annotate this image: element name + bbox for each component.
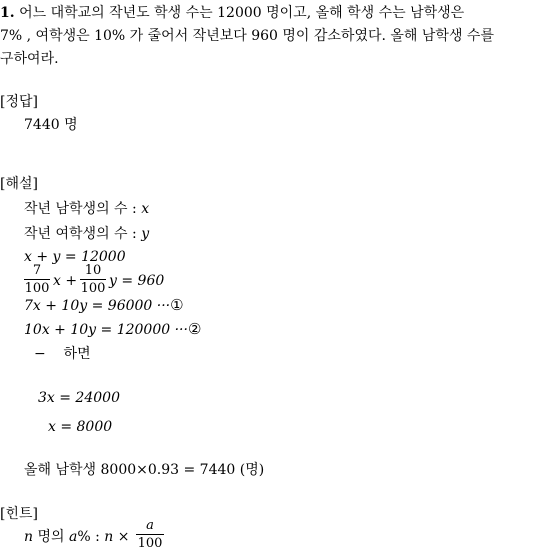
hint-times: × (113, 529, 130, 545)
def-x-var: x (141, 201, 150, 217)
subtract-line (34, 345, 91, 363)
problem-text-3: 구하여라. (0, 51, 59, 67)
frac-eq-var-x: x + (53, 273, 78, 289)
hint-n2: n (104, 529, 114, 545)
result-2: x = 8000 (48, 419, 113, 435)
equation-3 (24, 296, 184, 315)
hint-mid: 명의 (33, 529, 69, 545)
fraction-bar (24, 279, 50, 280)
solution-heading: [해설] (0, 176, 38, 192)
fraction-numerator: 10 (84, 263, 102, 278)
problem-text-2: 7% , 여학생은 10% 가 줄어서 작년보다 960 명이 감소하였다. 올해 남학생 수를 (0, 28, 494, 44)
frac-eq-rest: y = 960 (109, 273, 165, 289)
fraction-denominator: 100 (24, 281, 50, 296)
hint-heading: [힌트] (0, 506, 38, 522)
equation-4 (24, 320, 201, 339)
def-y-text: 작년 여학생의 수 : (24, 226, 142, 242)
result-1: 3x = 24000 (38, 390, 120, 406)
fraction-bar (136, 534, 164, 535)
equation-1: x + y = 12000 (24, 249, 126, 265)
problem-line-1 (0, 4, 464, 22)
problem-number: 1. (0, 5, 15, 21)
subtract-operator: − (34, 346, 46, 362)
equation-3-text: 7x + 10y = 96000 ··· (24, 298, 171, 314)
fraction-10-100 (80, 263, 106, 296)
def-x (24, 200, 149, 218)
fraction-7-100 (24, 263, 50, 296)
hint-fraction (136, 518, 164, 551)
hint-pct: % : (77, 529, 105, 545)
equation-4-text: 10x + 10y = 120000 ··· (24, 322, 188, 338)
def-y (24, 225, 149, 243)
fraction-numerator: a (146, 518, 154, 533)
answer-heading: [정답] (0, 94, 38, 110)
answer-value: 7440 명 (24, 117, 78, 133)
circle-1-mark: ① (170, 296, 184, 314)
fraction-denominator: 100 (80, 281, 106, 296)
hint-formula (24, 528, 129, 546)
final-answer-line: 올해 남학생 8000×0.93 = 7440 (명) (24, 462, 265, 478)
fraction-bar (80, 279, 106, 280)
problem-text-1: 어느 대학교의 작년도 학생 수는 12000 명이고, 올해 학생 수는 남학생은 (19, 5, 465, 21)
hint-a: a (68, 529, 78, 545)
circle-2-mark: ② (187, 320, 202, 338)
fraction-numerator: 7 (32, 263, 42, 278)
hint-n: n (24, 529, 34, 545)
def-y-var: y (141, 226, 150, 242)
def-x-text: 작년 남학생의 수 : (24, 201, 142, 217)
subtract-label: 하면 (63, 346, 91, 362)
fraction-denominator: 100 (137, 536, 163, 551)
